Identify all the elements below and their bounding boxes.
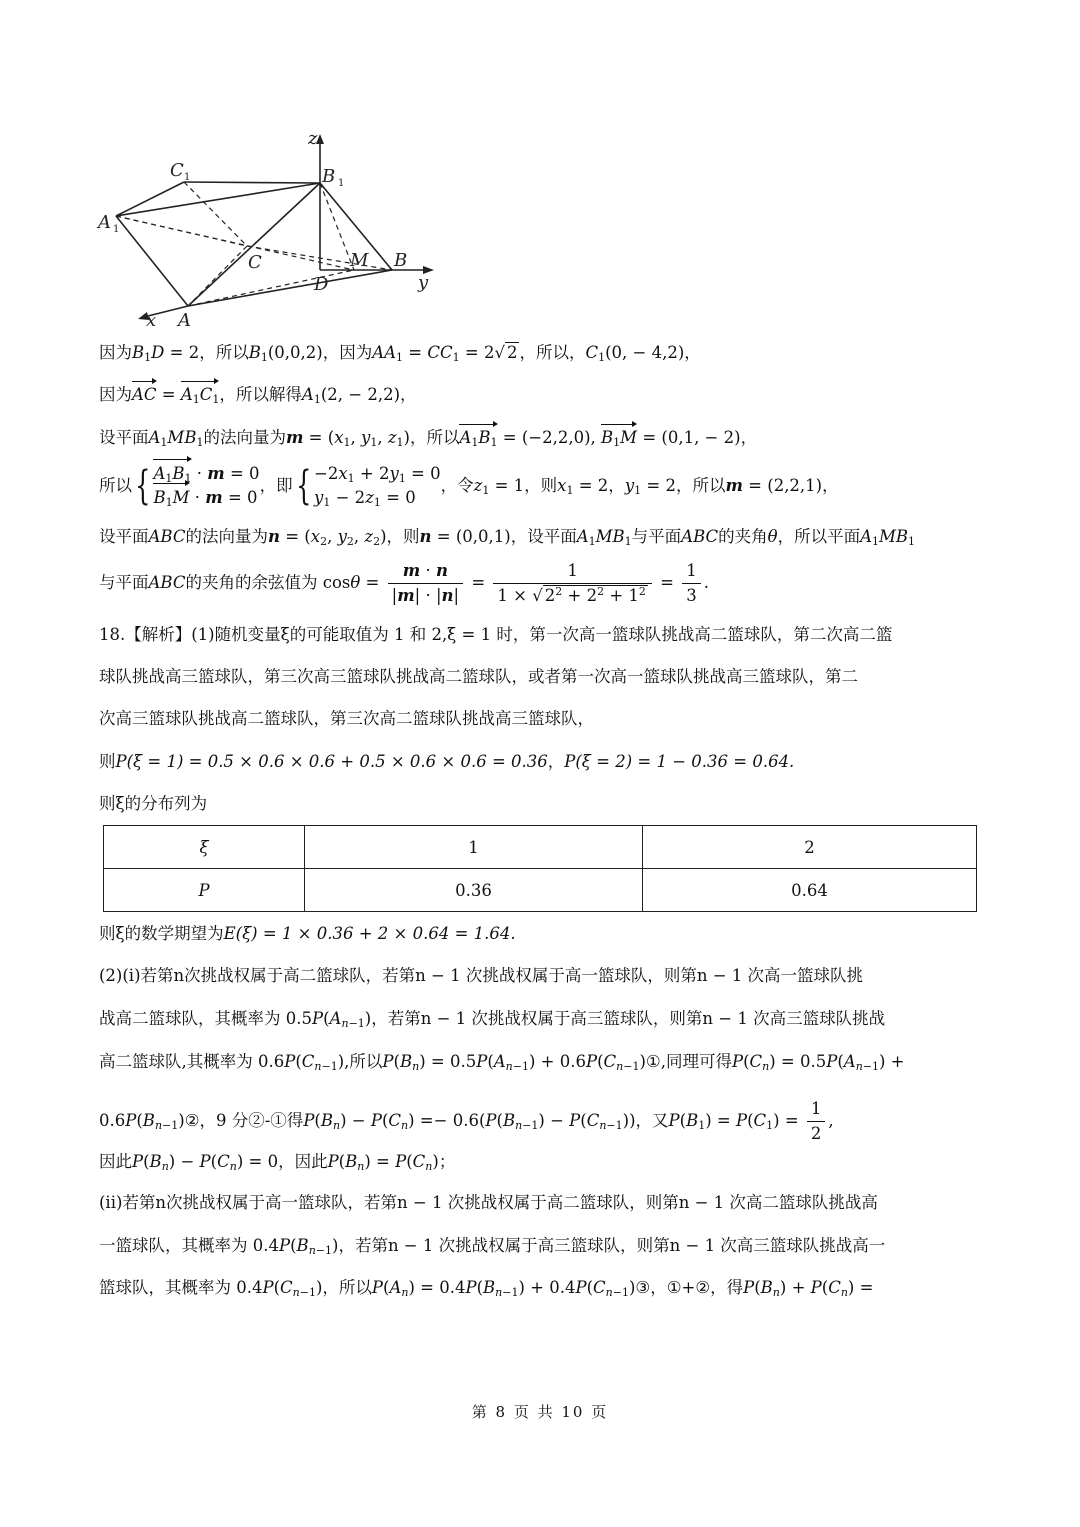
q2i-line-1: (2)(i)若第n次挑战权属于高二篮球队，若第n − 1 次挑战权属于高一篮球队，则第n − 1 次高一篮球队挑 xyxy=(99,966,864,985)
distribution-table xyxy=(103,825,977,912)
label-z: z xyxy=(308,128,318,149)
table-row xyxy=(104,869,977,912)
label-D: D xyxy=(314,274,329,295)
line-3: 设平面$A_1MB_1$的法向量为$m = (x_1$, $y_1$, $z_1$)，所以$A_1B_1 = (-2,2,0)$, $B_1M = (0,1$, − 2)， xyxy=(99,428,758,449)
prism-diagram xyxy=(92,126,452,332)
table-cell: 0.36 xyxy=(305,869,643,912)
label-B: B xyxy=(394,250,408,271)
table-cell: P xyxy=(104,869,305,912)
label-C: C xyxy=(248,252,262,273)
label-B1-sub: 1 xyxy=(338,178,345,189)
q18-line-4: 则P(ξ = 1) = 0.5 × 0.6 × 0.6 + 0.5 × 0.6 × 0.6 = 0.36，P(ξ = 2) = 1 − 0.36 = 0.64. xyxy=(99,752,795,771)
q18-line-1: 18.【解析】(1)随机变量ξ的可能取值为 1 和 2,ξ = 1 时，第一次高一篮球队挑战高二篮球队，第二次高二篮 xyxy=(99,625,893,644)
label-C1-sub: 1 xyxy=(184,172,191,183)
label-A1: A xyxy=(98,212,111,233)
line-5: 设平面ABC的法向量为$n = (x_2$, $y_2$, $z_2$)，则n = (0,0,1)，设平面$A_1MB_1$与平面ABC的夹角θ，所以平面$A_1MB_1$ xyxy=(99,527,916,548)
label-M: M xyxy=(350,250,369,271)
q2ii-line-1: (ii)若第n次挑战权属于高一篮球队，若第n − 1 次挑战权属于高二篮球队，则第n − 1 次高二篮球队挑战高 xyxy=(99,1193,878,1212)
q2ii-line-2: 一篮球队，其概率为 $0.4P(B_{n-1})$，若第n − 1 次挑战权属于高三篮球队，则第n − 1 次高三篮球队挑战高一 xyxy=(99,1236,886,1257)
q2i-line-5: 因此$P(B_n) - P(C_n) = 0$，因此$P(B_n) = P(C_n)$； xyxy=(99,1152,456,1173)
line-2: 因为AC = $A_1C_1$，所以解得$A_1(2$, − 2,2)， xyxy=(99,385,417,406)
line-6: 与平面ABC的夹角的余弦值为 cosθ = $\frac{m \cdot n}{|m| \cdot |n|}$ = $\frac{1}{1 \times √ 2^2 + 2^2 + 1^2}$ = $\frac{1}{3}$ . xyxy=(99,561,709,605)
q2i-line-2: 战高二篮球队，其概率为 $0.5P(A_{n-1})$，若第n − 1 次挑战权属于高三篮球队，则第n − 1 次高三篮球队挑战 xyxy=(99,1009,886,1030)
label-A: A xyxy=(178,310,191,331)
line-1: 因为$B_1D = 2$，所以$B_1(0,0,2)$，因为$AA_1 = CC_1 = 2√$ 2 ，所以，$C_1(0$, − 4,2)， xyxy=(99,343,701,364)
line-4: 所以{ $A_1B_1 \cdot m = 0$ $B_1M \cdot m = 0$，即{ $-2x_1 + 2y_1 = 0$ $y_1 - 2z_1 = 0$，令$z_1 = 1$，则$x_1 = 2$，$y_1 = 2$，所以m = (2,2,1)， xyxy=(99,463,839,509)
q2i-line-3: 高二篮球队,其概率为 $0.6P(C_{n-1})$,所以$P(B_n) = 0.5P(A_{n-1})$ + $0.6P(C_{n-1})①$,同理可得$P(C_n) = 0.5P(A_{n-1})$ + xyxy=(99,1052,905,1073)
label-y: y xyxy=(418,272,429,293)
table-cell: 1 xyxy=(305,826,643,869)
q18-line-2: 球队挑战高三篮球队，第三次高三篮球队挑战高二篮球队，或者第一次高一篮球队挑战高三篮球队，第二 xyxy=(99,667,858,686)
label-x: x xyxy=(146,310,157,331)
q2i-line-4: $0.6P(B_{n-1})②$，9 分②-①得$P(B_n) - P(C_n) =- 0.6(P(B_{n-1}) - P(C_{n-1}))$，又$P(B_1) = P(C_1)$ = $\frac{1}{2}$ , xyxy=(99,1099,834,1143)
label-B1: B xyxy=(322,166,336,187)
page-footer: 第 8 页 共 10 页 xyxy=(471,1403,609,1421)
table-cell: 0.64 xyxy=(643,869,977,912)
q18-line-6: 则ξ的数学期望为E(ξ) = 1 × 0.36 + 2 × 0.64 = 1.64. xyxy=(99,924,516,943)
q2ii-line-3: 篮球队，其概率为 $0.4P(C_{n-1})$，所以$P(A_n) = 0.4P(B_{n-1})$ + $0.4P(C_{n-1})③$，①+②，得$P(B_n) + P(C_n)$ = xyxy=(99,1278,874,1299)
label-C1: C xyxy=(170,160,184,181)
q18-line-3: 次高三篮球队挑战高二篮球队，第三次高二篮球队挑战高三篮球队， xyxy=(99,709,594,728)
table-row xyxy=(104,826,977,869)
table-cell: 2 xyxy=(643,826,977,869)
q18-line-5: 则ξ的分布列为 xyxy=(99,794,208,813)
label-A1-sub: 1 xyxy=(113,224,120,235)
table-cell: ξ xyxy=(104,826,305,869)
